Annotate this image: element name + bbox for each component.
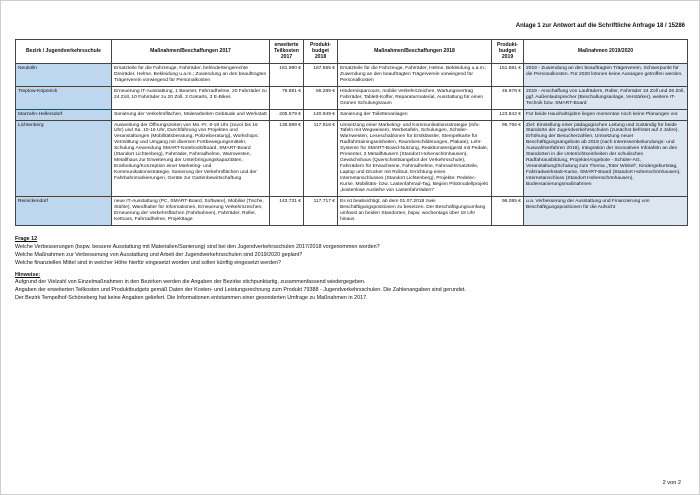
table-row-treptow-koepenick [16,86,688,109]
column-header-teilkosten-2017: erweiterte Teilkosten 2017 [270,40,304,64]
hinweise-note-3: Der Bezirk Tempelhof-Schöneberg hat keine Angaben geliefert. Die Informationen entstammen einer gesonderten Umfrage zu Maßnahmen in 2017. [15,295,368,302]
produktbudget-2019-cell: 45.978 € [492,86,524,109]
produktbudget-2018-cell: 167.555 € [304,63,338,86]
teilkosten-2017-cell: 205.679 € [270,109,304,120]
column-header-produktbudget-2018: Produkt-budget 2018 [304,40,338,64]
bezirk-cell: Reinickendorf [16,197,112,226]
massnahmen-2017-cell: Ersatzteile für die Fahrzeuge, Fahrräder, behindertengerechte Dreiräder, Helme, Bekleidung u.a.m.; Zuwendung an den beauftragten Trägerverein vorwiegend für Personalkosten [112,63,270,86]
massnahmen-2019-2020-cell: Ziel: Einstellung einer pädagogischen Leitung und zuständig für beide Standorte der Jugendverkehrsschulen (zunächst befristet auf 2 Jahre), Erhöhung der Besucherzahlen, Umsetzung neuer Beschäftigungsangebote ab 2019 (nach Interessenbekundungs- und Auswahlverfahren 2018), Integration der innovativen Infotafeln an den Standorten in die Unterrichtseinheiten der schulischen Radfahrausbildung, Projekte/Angebote - Schüler-AG, Veranstaltung/Schulung zum Thema „Toter Winkel“, Kindergeburtstag, Fahrradwerkstatt-Kurse, SMART-Board (Standort Hohenschönhausen), Internetanschluss (Standort Hohenschönhausen), Bodensanierungsmaßnahmen [524,120,688,197]
produktbudget-2018-cell: 117.717 € [304,197,338,226]
table-row-marzahn-hellersdorf [16,109,688,120]
massnahmen-2019-2020-cell: Für beide Haushaltsjahre liegen momentan noch keine Planungen vor. [524,109,688,120]
frage-question-2: Welche Maßnahmen zur Verbesserung von Ausstattung und Arbeit der Jugendverkehrsschulen sind 2019/2020 geplant? [15,251,303,258]
header-note: Anlage 1 zur Antwort auf die Schriftliche Anfrage 18 / 15286 [515,23,685,29]
produktbudget-2019-cell: 95.766 € [492,120,524,197]
column-header-massnahmen-2017: Maßnahmen/Beschaffungen 2017 [112,40,270,64]
bezirk-cell: Neukölln [16,63,112,86]
bezirk-cell: Marzahn-Hellersdorf [16,109,112,120]
table-row-reinickendorf [16,197,688,226]
teilkosten-2017-cell: 78.881 € [270,86,304,109]
massnahmen-2018-cell: Umsetzung einer Marketing- und Kommunikationsstrategie (Info-Tafeln mit Wegweisern, Werbetafeln, Schulungen, Schüler-Warnwesten, Leseschablonen für Erstklässler, Stempelkarte für Radfahrtrainingseinheiten, Raumbeschilderungen, Plakate), Lehr-Systeme für SMART-Board-Nutzung, Reaktionstestgerät mit Pedale, Presenter, 2 Metallhäusern (Standort Hohenschönhausen), Gewächshaus (Querschnittsangebot der Verkehrsschule), Fahrrädern für Erwachsene, Fahrradhelme, Fahrrad-Ersatzteile, Laptop und Drucker mit Rollout, Errichtung eines Internetanschlusses (Standort Lichtenberg), Projekte: Pedelec-Kurse, Mobilitäts- bzw. Lastenfahrrad-Tag, Beginn Pilotmodellprojekt „kostenlose Ausleihe von Lastenfahrrädern“ [338,120,492,197]
table-row-lichtenberg [16,120,688,197]
massnahmen-2018-cell: Hindernisparcours, mobile Verkehrszeichen, Wartungsvertrag Fahrräder, Tablett-Koffer, Reparaturmaterial, Ausstattung für einen Grünen Schulungsraum [338,86,492,109]
produktbudget-2019-cell: 123.842 € [492,109,524,120]
massnahmen-2017-cell: neue IT-Ausstattung (PC, SMART-Board, Software), Mobiliar (Tische, Stühle), Wandhalter für Informationen, Erneuerung Verkehrszeichen, Erneuerung der Verkehrsflächen (Fahrbahnen), Fahrräder, Roller, Kettcars, Fahrradhelme, Projekttage [112,197,270,226]
produktbudget-2018-cell: 140.949 € [304,109,338,120]
produktbudget-2019-cell: 98.085 € [492,197,524,226]
column-header-bezirk: Bezirk / Jugendverkehrsschule [16,40,112,64]
column-header-massnahmen-2019-2020: Maßnahmen 2019/2020 [524,40,688,64]
frage-heading: Frage 12 [15,236,38,243]
column-header-produktbudget-2019: Produkt-budget 2019 [492,40,524,64]
massnahmen-2017-cell: Ausweitung der Öffnungszeiten von Mo.-Fr. 8-18 Uhr (zuvor bis 16 Uhr) und Sa. 10-16 Uhr, Durchführung von Projekten und Veranstaltungen (Mobilitätsberatung, Polizeiberatung), Workshops: Vermittlung und Umgang mit diversen Fortbewegungsmitteln, Schulung Anwendung SMART-Notebook/Board, SMART-Board (Standort Lichtenberg), Fahrräder, Fahrradhelme, Warnwesten, Metallhaus zur Erweiterung der Unterbringungskapazitäten, Erarbeitung/Konzeption einer Marketing- und Kommunikationsstrategie, Sanierung der Verkehrsflächen und der Fahrbahnmarkierungen, Geräte zur Gartenbewirtschaftung [112,120,270,197]
frage-section [15,236,685,303]
massnahmen-2017-cell: Sanierung der Verkehrsflächen, Malerarbeiten Gebäude und Werkstatt [112,109,270,120]
massnahmen-2018-cell: Ersatzteile für die Fahrzeuge, Fahrräder, Helme, Bekleidung u.a.m.; Zuwendung an den beauftragten Trägerverein vorwiegend für Personalkosten [338,63,492,86]
frage-question-3: Welche finanziellen Mittel sind in welcher Höhe hierfür eingesetzt worden und sollen künftig eingesetzt werden? [15,259,281,266]
frage-question-1: Welche Verbesserungen (bspw. bessere Ausstattung mit Materialien/Sanierung) sind bei den Jugendverkehrsschulen 2017/2018 vorgenommen worden? [15,244,380,251]
page-number: 2 von 2 [662,480,681,486]
teilkosten-2017-cell: 143.731 € [270,197,304,226]
table-row-neukoelln [16,63,688,86]
hinweise-heading: Hinweise: [15,271,41,278]
massnahmen-2017-cell: Erneuerung IT-Ausstattung, 1 Beamer, Fahrradhelme, 20 Fahrräder zu 24 Zoll, 10 Fahrräder zu 20 Zoll, 3 GoKarts, 3 E-Bikes [112,86,270,109]
bezirk-cell: Lichtenberg [16,120,112,197]
massnahmen-2018-cell: Es ist beabsichtigt, ab dem 01.07.2018 zwei Beschäftigungspositionen zu besetzen. Der Beschäftigungsumfang umfasst an beiden Standorten, bspw. wochentags über 16 Uhr hinaus [338,197,492,226]
massnahmen-2018-cell: Sanierung der Toilettenanlagen [338,109,492,120]
column-header-massnahmen-2018: Maßnahmen/Beschaffungen 2018 [338,40,492,64]
table-header-row [16,40,688,64]
hinweise-note-1: Aufgrund der Vielzahl von Einzelmaßnahmen in den Bezirken werden die Angaben der Bezirke stichpunktartig, zusammenfassend wiedergegeben. [15,279,366,286]
hinweise-note-2: Angaben der erweiterten Teilkosten und Produktbudgets gemäß Daten der Kosten- und Leistungsrechnung zum Produkt 79388 - Jugendverkehrsschulen. Die Zahlenangaben sind gerundet. [15,287,466,294]
massnahmen-2019-2020-cell: 2019 - Zuwendung an den beauftragten Trägerverein, Schwerpunkt für die Personalkosten. Für 2020 können keine Aussagen getroffen werden. [524,63,688,86]
teilkosten-2017-cell: 181.990 € [270,63,304,86]
bezirk-cell: Treptow-Köpenick [16,86,112,109]
measures-table [15,39,688,226]
produktbudget-2019-cell: 151.881 € [492,63,524,86]
produktbudget-2018-cell: 56.289 € [304,86,338,109]
teilkosten-2017-cell: 135.889 € [270,120,304,197]
produktbudget-2018-cell: 117.918 € [304,120,338,197]
massnahmen-2019-2020-cell: 2019 - Anschaffung von Laufrädern, Roller, Fahrräder 24 Zoll und 26 Zoll, ggf. Außenlautsprecher (Beschallungsanlage, Verstärker), weitere IT-Technik bzw. SMART-Board [524,86,688,109]
massnahmen-2019-2020-cell: u.a. Verbesserung der Ausstattung und Finanzierung von Beschäftigungspositionen für die Aufsicht [524,197,688,226]
